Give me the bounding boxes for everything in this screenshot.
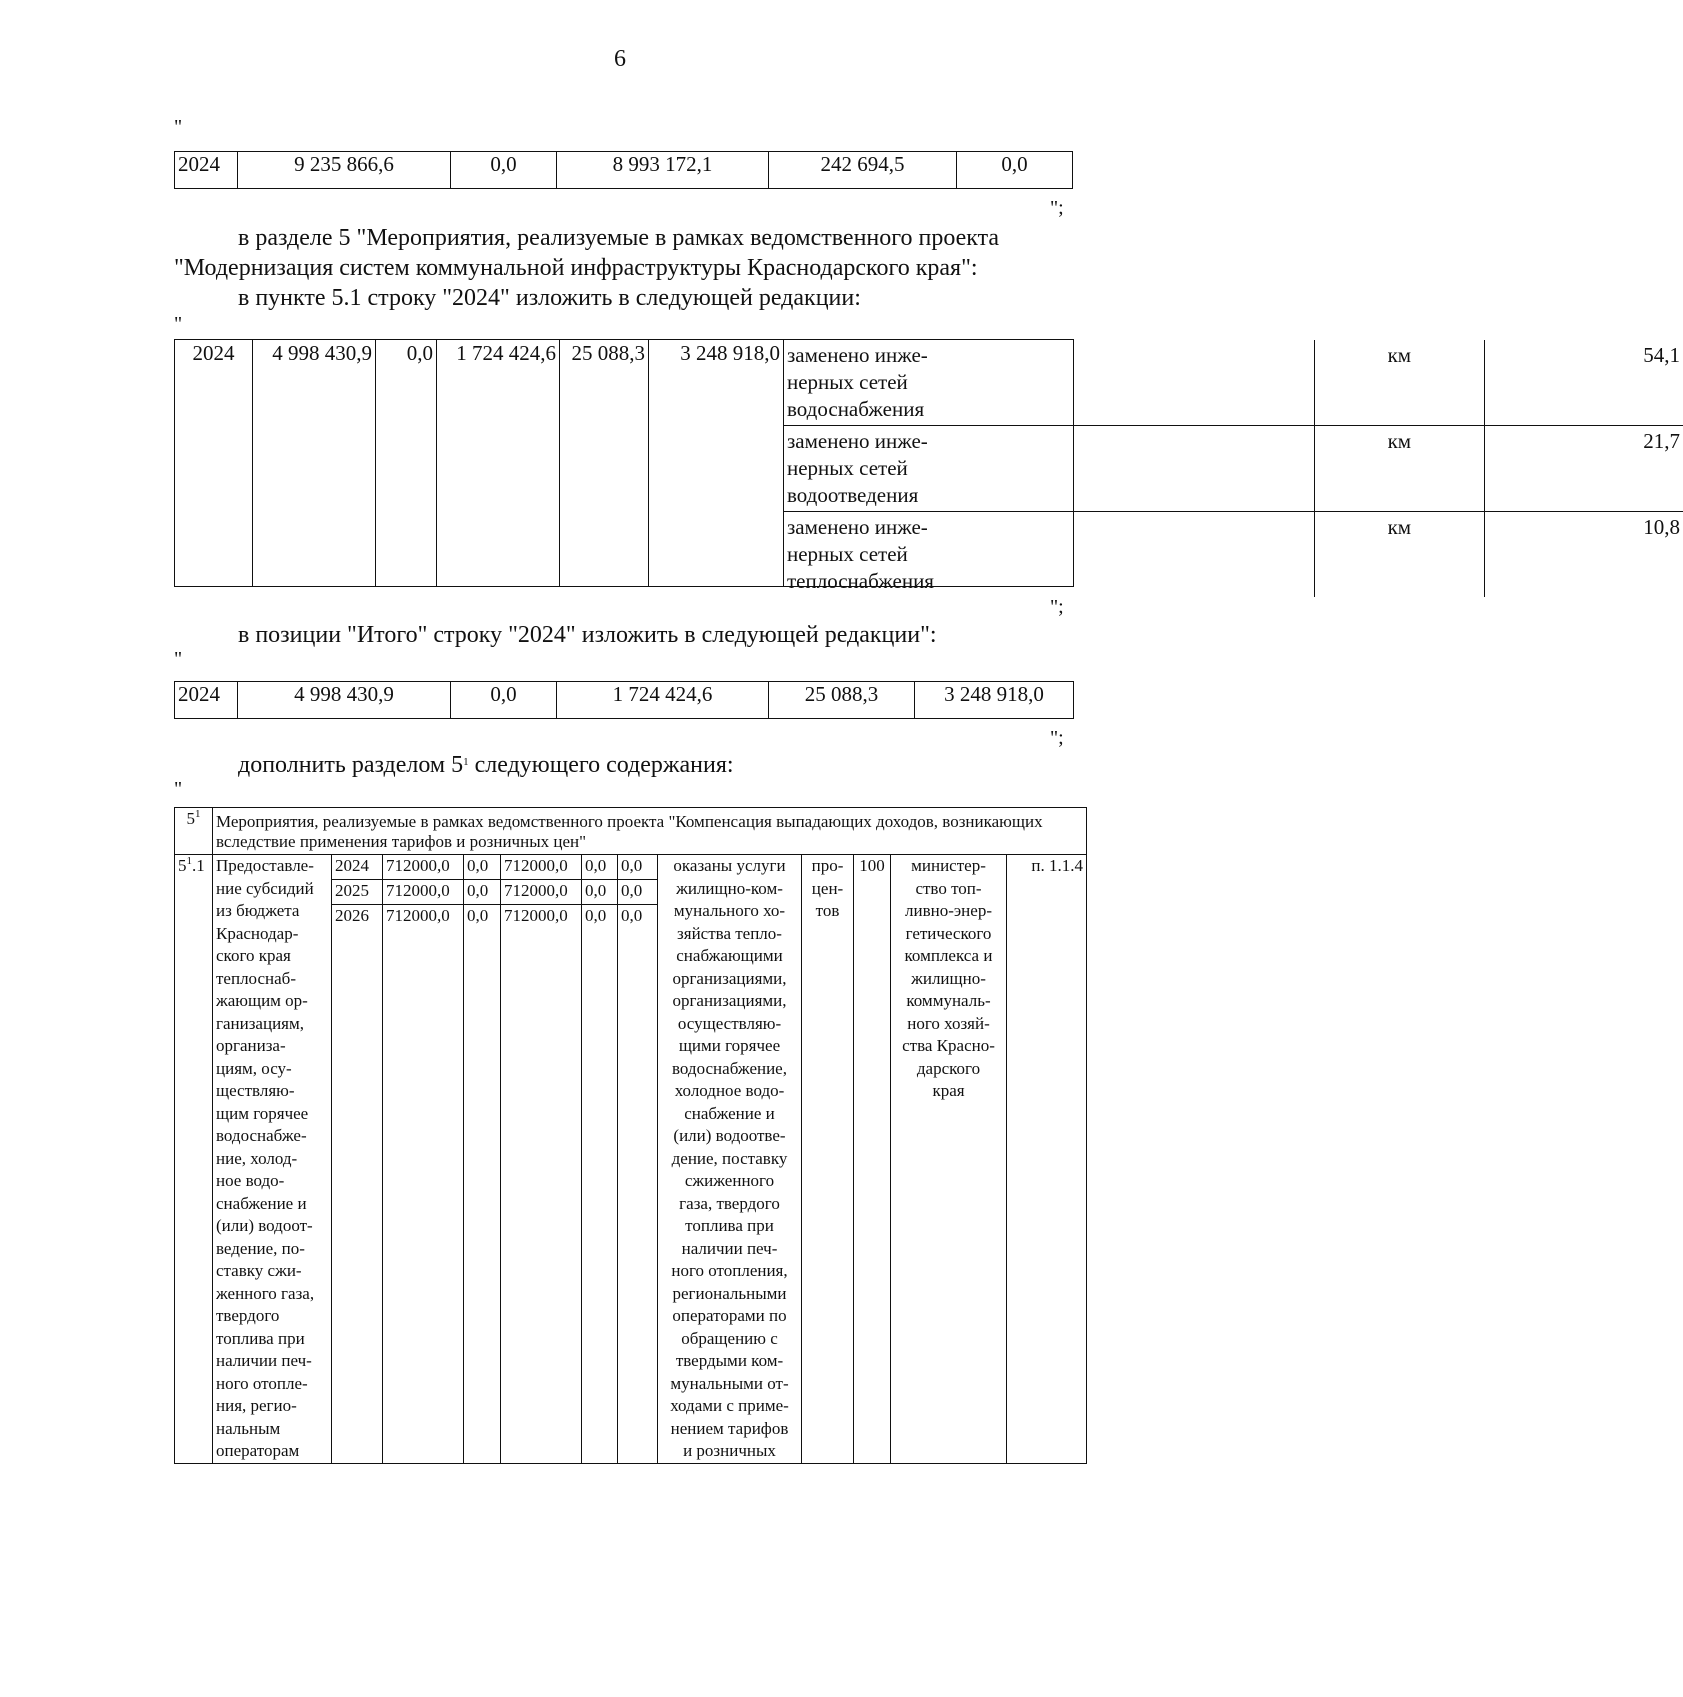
- regional-cell: 712000,0: [501, 905, 582, 1464]
- row-number: $5^1.1$: [175, 855, 213, 1464]
- page-number: 6: [614, 46, 626, 72]
- measure-name: Предоставле- ние субсидий из бюджета Краснодар- ского края теплоснаб- жающим ор- ганизациям, организа- циям, осу- ществляю- щим горячее водоснабже- ние, холод- ное водо- снабжение и (или) водоот- ведение, по- ставку сжи- женного газа, твердого топлива при наличии печ- ного отопле- ния, регио- нальным операторам: [213, 855, 332, 1464]
- value-cell: 1 724 424,6: [557, 682, 769, 719]
- extra-cell: 0,0: [618, 855, 658, 880]
- value-cell: 0,0: [376, 340, 437, 587]
- value-cell: 8 993 172,1: [557, 152, 769, 189]
- section-title: Мероприятия, реализуемые в рамках ведомственного проекта "Компенсация выпадающих доходов, возникающих вследствие применения тарифов и розничных цен": [213, 808, 1087, 855]
- responsible-cell: министер- ство топ- ливно-энер- гетического комплекса и жилищно- коммуналь- ного хозяй- ства Красно- дарского края: [891, 855, 1007, 1464]
- paragraph-line: "Модернизация систем коммунальной инфраструктуры Краснодарского края":: [174, 255, 978, 281]
- value-cell: 4 998 430,9: [253, 340, 376, 587]
- indicator-row: [784, 340, 1683, 426]
- paragraph-line: в позиции "Итого" строку "2024" изложить в следующей редакции":: [238, 622, 937, 648]
- local-cell: 0,0: [582, 905, 618, 1464]
- indicator-name: заменено инже- нерных сетей водоотведения: [784, 426, 1314, 512]
- table-row: [175, 340, 1074, 587]
- table-first-2024: [174, 151, 1073, 189]
- value-cell: 0,0: [451, 682, 557, 719]
- opening-quote: ": [174, 648, 183, 670]
- value-cell: 9 235 866,6: [238, 152, 451, 189]
- indicators-table: [784, 340, 1683, 597]
- closing-quote: ";: [1050, 197, 1064, 219]
- total-cell: 712000,0: [383, 880, 464, 905]
- indicator-name: заменено инже- нерных сетей водоснабжения: [784, 340, 1314, 426]
- year-cell: 2025: [332, 880, 383, 905]
- indicator-name: заменено инже- нерных сетей теплоснабжения: [784, 512, 1314, 598]
- section-header-row: [175, 808, 1087, 855]
- result-cell: оказаны услуги жилищно-ком- мунального хо- зяйства тепло- снабжающими организациями, организациями, осуществляю- щими горячее водоснабжение, холодное водо- снабжение и (или) водоотве- дение, поставку сжиженного газа, твердого топлива при наличии печ- ного отопления, региональными операторами по обращению с твердыми ком- мунальными от- ходами с приме- нением тарифов и розничных: [658, 855, 802, 1464]
- table-section-5-1: [174, 807, 1087, 1464]
- table-row: [175, 152, 1073, 189]
- table-row: [175, 855, 1087, 880]
- value-cell: 0,0: [451, 152, 557, 189]
- year-cell: 2024: [332, 855, 383, 880]
- year-cell: 2026: [332, 905, 383, 1464]
- value-cell: 3 248 918,0: [915, 682, 1074, 719]
- total-cell: 712000,0: [383, 905, 464, 1464]
- value-cell: 0,0: [957, 152, 1073, 189]
- federal-cell: 0,0: [464, 880, 501, 905]
- value-cell: 3 248 918,0: [649, 340, 784, 587]
- extra-cell: 0,0: [618, 905, 658, 1464]
- paragraph-line: в пункте 5.1 строку "2024" изложить в следующей редакции:: [238, 285, 861, 311]
- year-cell: 2024: [175, 152, 238, 189]
- value-cell: 1 724 424,6: [437, 340, 560, 587]
- local-cell: 0,0: [582, 855, 618, 880]
- indicators-cell: [784, 340, 1681, 593]
- unit-cell: про- цен- тов: [802, 855, 854, 1464]
- indicator-value: 54,1: [1485, 340, 1683, 426]
- table-total-2024: [174, 681, 1074, 719]
- indicator-unit: км: [1314, 340, 1485, 426]
- opening-quote: ": [174, 313, 183, 335]
- section-number: $5^1$: [175, 808, 213, 855]
- value-cell: 4 998 430,9: [238, 682, 451, 719]
- local-cell: 0,0: [582, 880, 618, 905]
- value-cell: 100: [854, 855, 891, 1464]
- indicator-value: 21,7: [1485, 426, 1683, 512]
- table-item-5-1: [174, 339, 1681, 593]
- reference-cell: п. 1.1.4: [1007, 855, 1087, 1464]
- closing-quote: ";: [1050, 596, 1064, 618]
- indicator-unit: км: [1314, 426, 1485, 512]
- opening-quote: ": [174, 778, 183, 800]
- value-cell: 242 694,5: [769, 152, 957, 189]
- federal-cell: 0,0: [464, 855, 501, 880]
- regional-cell: 712000,0: [501, 855, 582, 880]
- closing-quote: ";: [1050, 727, 1064, 749]
- indicator-unit: км: [1314, 512, 1485, 598]
- year-cell: 2024: [175, 340, 253, 587]
- regional-cell: 712000,0: [501, 880, 582, 905]
- year-cell: 2024: [175, 682, 238, 719]
- paragraph-line: дополнить разделом $5^1$ следующего содержания:: [238, 752, 734, 778]
- opening-quote: ": [174, 116, 183, 138]
- table-row: [175, 682, 1074, 719]
- indicator-row: [784, 512, 1683, 598]
- extra-cell: 0,0: [618, 880, 658, 905]
- total-cell: 712000,0: [383, 855, 464, 880]
- value-cell: 25 088,3: [769, 682, 915, 719]
- paragraph-line: в разделе 5 "Мероприятия, реализуемые в рамках ведомственного проекта: [238, 225, 1000, 251]
- federal-cell: 0,0: [464, 905, 501, 1464]
- indicator-value: 10,8: [1643, 515, 1681, 539]
- indicator-row: [784, 426, 1683, 512]
- value-cell: 25 088,3: [560, 340, 649, 587]
